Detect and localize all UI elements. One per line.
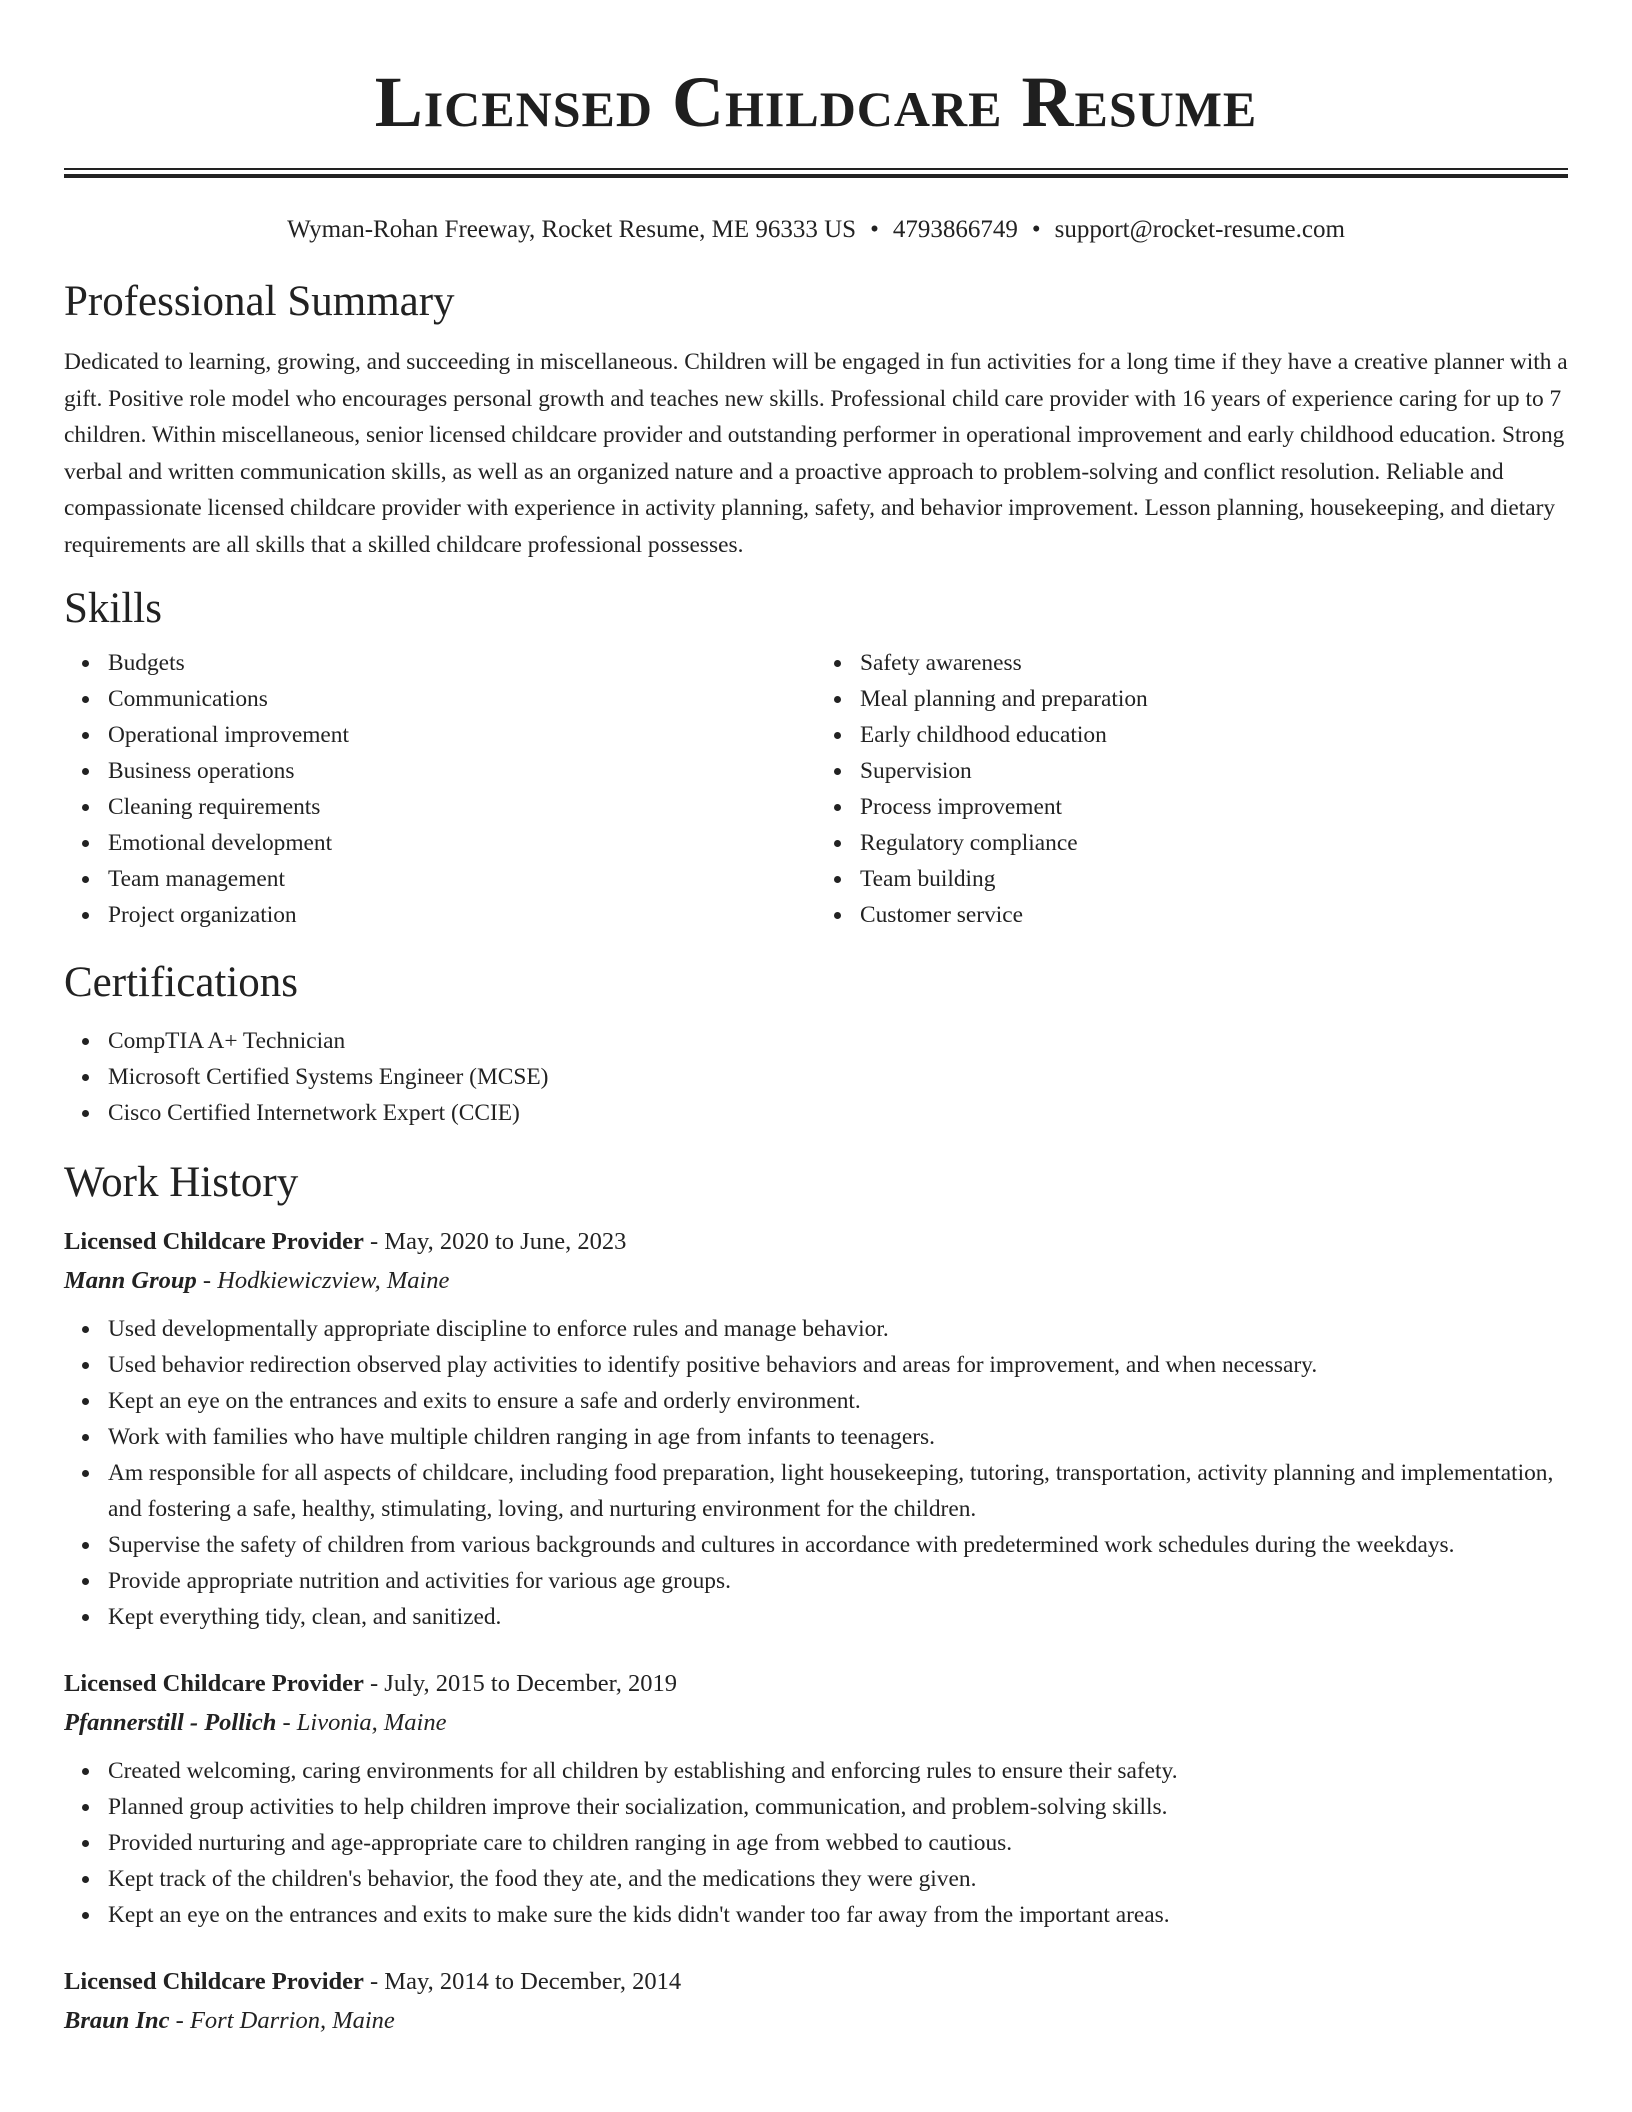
job-role: Licensed Childcare Provider [64,1670,364,1697]
summary-heading: Professional Summary [64,278,455,325]
resume-page [64,0,1568,2041]
skill-item: Team building [860,861,1568,897]
skills-list-left [64,645,816,933]
skills-heading: Skills [64,585,162,632]
work-history-heading: Work History [64,1159,299,1206]
job-company: Braun Inc [64,2007,170,2034]
contact-phone: 4793866749 [892,216,1018,243]
skill-item: Cleaning requirements [108,789,816,825]
job-bullet: Planned group activities to help children improve their socialization, communication, and problem-solving skills. [108,1789,1568,1825]
contact-separator: • [870,216,879,243]
skill-item: Safety awareness [860,645,1568,681]
contact-separator: • [1031,216,1041,243]
skill-item: Operational improvement [108,717,816,753]
job-bullet: Am responsible for all aspects of childcare, including food preparation, light housekeeping, tutoring, transportation, activity planning and implementation, and fostering a safe, healthy, stimulating, loving, and nurturing environment for the children. [108,1455,1568,1527]
job-dates: July, 2015 to December, 2019 [384,1670,678,1697]
contact-email: support@rocket-resume.com [1054,216,1345,243]
job-bullets [64,1753,1568,1933]
job-dates: May, 2014 to December, 2014 [384,1968,682,1995]
skill-item: Regulatory compliance [860,825,1568,861]
skills-columns [64,645,1568,933]
skill-item: Process improvement [860,789,1568,825]
skill-item: Customer service [860,897,1568,933]
job-bullet: Work with families who have multiple children ranging in age from infants to teenagers. [108,1419,1568,1455]
job-title-line: Licensed Childcare Provider - July, 2015 to December, 2019 [64,1670,678,1697]
job-bullet: Provide appropriate nutrition and activities for various age groups. [108,1563,1568,1599]
skill-item: Project organization [108,897,816,933]
certification-item: Microsoft Certified Systems Engineer (MCSE) [108,1059,1568,1095]
certification-item: CompTIA A+ Technician [108,1023,1568,1059]
certification-item: Cisco Certified Internetwork Expert (CCIE) [108,1095,1568,1131]
job-company-line: Mann Group - Hodkiewiczview, Maine [64,1267,450,1294]
job-bullet: Provided nurturing and age-appropriate care to children ranging in age from webbed to cautious. [108,1825,1568,1861]
job-bullets [64,1311,1568,1635]
job-bullet: Kept an eye on the entrances and exits to ensure a safe and orderly environment. [108,1383,1568,1419]
job-entry [64,1665,1568,1933]
job-dates: May, 2020 to June, 2023 [384,1228,627,1255]
skill-item: Business operations [108,753,816,789]
resume-title: Licensed Childcare Resume [374,62,1258,142]
job-company: Pfannerstill - Pollich [64,1709,277,1736]
job-company: Mann Group [64,1267,197,1294]
skill-item: Emotional development [108,825,816,861]
job-company-line: Braun Inc - Fort Darrion, Maine [64,2007,395,2034]
contact-line [64,214,1568,246]
job-location: Hodkiewiczview, Maine [217,1267,450,1294]
job-title-line: Licensed Childcare Provider - May, 2020 to June, 2023 [64,1228,627,1255]
certifications-list [64,1023,1568,1131]
job-entry [64,1963,1568,2041]
certifications-heading: Certifications [64,959,299,1006]
summary-text: Dedicated to learning, growing, and succeeding in miscellaneous. Children will be engaged in fun activities for a long time if they have a creative planner with a gift. Positive role model who encourages personal growth and teaches new skills. Professional child care provider with 16 years of experience caring for up to 7 children. Within miscellaneous, senior licensed childcare provider and outstanding performer in operational improvement and early childhood education. Strong verbal and written communication skills, as well as an organized nature and a proactive approach to problem-solving and conflict resolution. Reliable and compassionate licensed childcare provider with experience in activity planning, safety, and behavior improvement. Lesson planning, housekeeping, and dietary requirements are all skills that a skilled childcare professional possesses. [64,349,1568,558]
title-divider [64,168,1568,178]
job-bullet: Kept everything tidy, clean, and sanitized. [108,1599,1568,1635]
job-location: Fort Darrion, Maine [189,2007,395,2034]
skills-list-right [816,645,1568,933]
job-company-line: Pfannerstill - Pollich - Livonia, Maine [64,1709,447,1736]
job-bullet: Used developmentally appropriate discipline to enforce rules and manage behavior. [108,1311,1568,1347]
skill-item: Team management [108,861,816,897]
skill-item: Early childhood education [860,717,1568,753]
job-bullet: Supervise the safety of children from various backgrounds and cultures in accordance with predetermined work schedules during the weekdays. [108,1527,1568,1563]
job-bullet: Kept an eye on the entrances and exits to make sure the kids didn't wander too far away from the important areas. [108,1897,1568,1933]
skill-item: Supervision [860,753,1568,789]
job-bullet: Created welcoming, caring environments for all children by establishing and enforcing rules to ensure their safety. [108,1753,1568,1789]
job-role: Licensed Childcare Provider [64,1968,364,1995]
job-title-line: Licensed Childcare Provider - May, 2014 to December, 2014 [64,1968,682,1995]
job-bullet: Kept track of the children's behavior, the food they ate, and the medications they were given. [108,1861,1568,1897]
skill-item: Meal planning and preparation [860,681,1568,717]
work-history-list [64,1223,1568,2041]
skill-item: Budgets [108,645,816,681]
job-role: Licensed Childcare Provider [64,1228,364,1255]
job-bullet: Used behavior redirection observed play activities to identify positive behaviors and areas for improvement, and when necessary. [108,1347,1568,1383]
job-location: Livonia, Maine [296,1709,447,1736]
skill-item: Communications [108,681,816,717]
job-entry [64,1223,1568,1635]
contact-address: Wyman-Rohan Freeway, Rocket Resume, ME 96333 US [287,216,857,243]
